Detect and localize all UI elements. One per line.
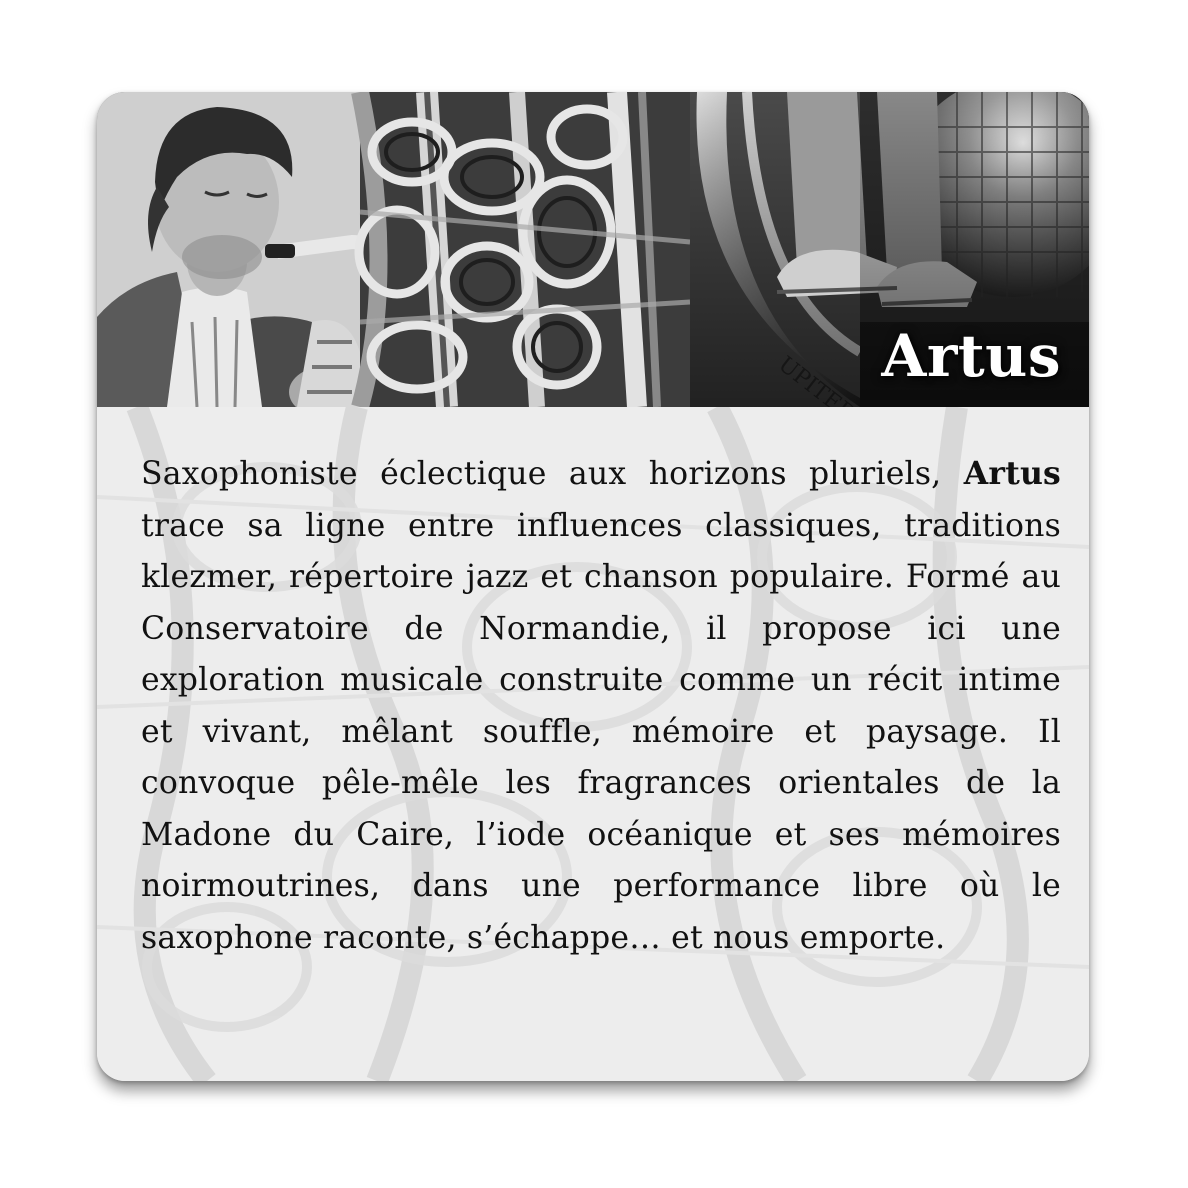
bio-lead: Saxophoniste éclectique aux horizons pluriels, [141,456,942,492]
saxophone-keys-closeup-photo [359,92,690,407]
banner-photo-collage [97,92,1089,407]
bio-rest: trace sa ligne entre influences classiques, traditions klezmer, répertoire jazz et chanson populaire. Formé au Conservatoire de Normandie, il propose ici une exploration musicale construite comme un récit intime et vivant, mêlant souffle, mémoire et paysage. Il convoque pêle-mêle les fragrances orientales de la Madone du Caire, l’iode océanique et ses mémoires noirmoutrines, dans une performance libre où le saxophone raconte, s’échappe… et nous emporte. [141,507,1061,956]
artist-bio-text [141,448,1061,964]
bio-artist-name: Artus [963,455,1061,492]
artist-name-title: Artus [881,322,1061,390]
artist-card [97,92,1089,1081]
